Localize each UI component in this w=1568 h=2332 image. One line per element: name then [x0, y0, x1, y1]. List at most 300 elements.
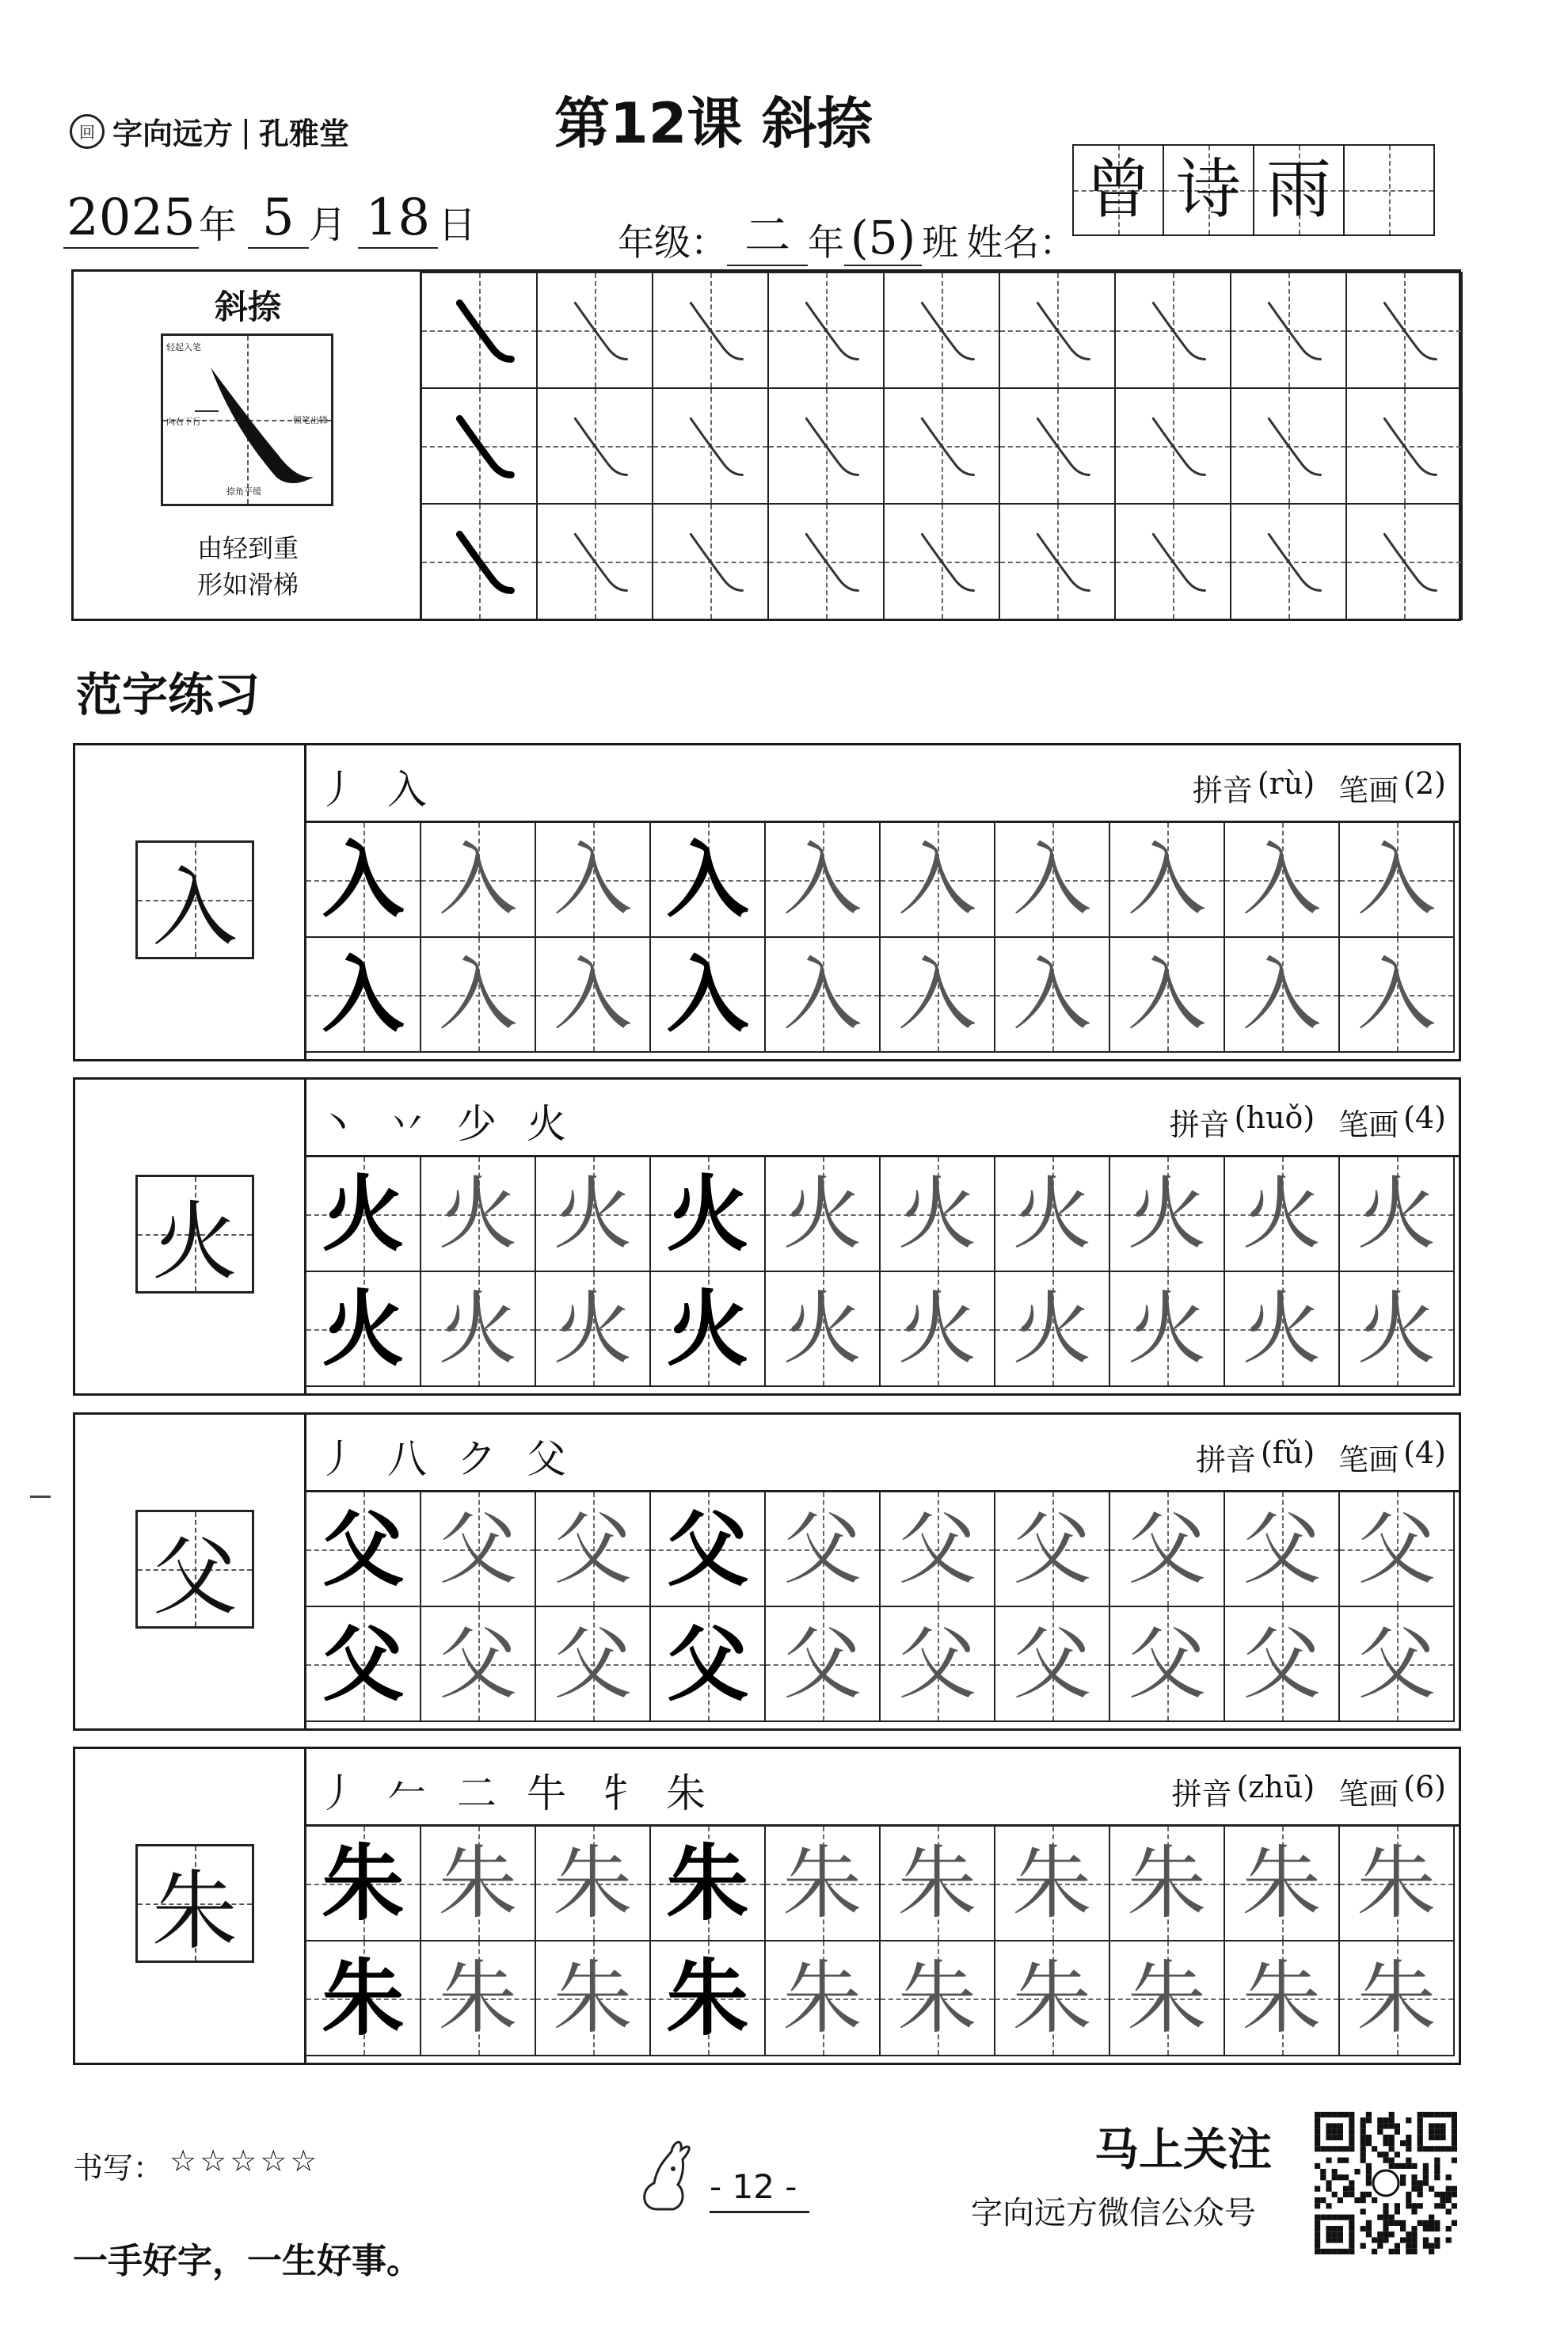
- name-char-2: 诗: [1175, 152, 1241, 227]
- na-stroke-glyph: [769, 389, 883, 503]
- model-char-box: [135, 1510, 254, 1629]
- practice-cell[interactable]: [879, 821, 995, 938]
- model-char: 朱: [151, 1861, 238, 1961]
- diagram-label-4: 捺角平缓: [226, 486, 261, 497]
- practice-cell[interactable]: [1224, 1491, 1340, 1607]
- ghost-char: 火: [782, 1282, 862, 1375]
- character-section: [73, 743, 1461, 1061]
- ghost-char: 入: [1357, 833, 1437, 926]
- stroke-practice-cell[interactable]: [652, 272, 769, 389]
- stroke-practice-cell[interactable]: [536, 503, 653, 620]
- practice-cell[interactable]: [764, 1606, 881, 1722]
- practice-cell[interactable]: [420, 1940, 536, 2056]
- date-month: 5: [248, 189, 309, 249]
- practice-cell[interactable]: [764, 821, 881, 938]
- ghost-char: 火: [1127, 1167, 1207, 1260]
- na-stroke-glyph: [653, 273, 767, 387]
- ghost-char: 朱: [553, 1836, 633, 1930]
- stroke-count-label: 笔画: [1338, 1442, 1399, 1477]
- stroke-info-panel: [74, 272, 422, 619]
- stroke-practice-cell[interactable]: [999, 387, 1116, 505]
- practice-cell[interactable]: [535, 1156, 651, 1272]
- practice-cell[interactable]: [535, 821, 651, 938]
- practice-cell[interactable]: [1224, 1940, 1340, 2056]
- ghost-char: 入: [1127, 947, 1207, 1041]
- ghost-char: 入: [1242, 947, 1322, 1041]
- practice-cell[interactable]: [879, 936, 995, 1053]
- traced-char: 入: [322, 945, 405, 1043]
- na-stroke-glyph: [1231, 389, 1345, 503]
- stroke-count-value: (2): [1403, 766, 1446, 801]
- ghost-char: 朱: [1357, 1951, 1437, 2044]
- na-stroke-glyph: [538, 505, 652, 619]
- stroke-section: [71, 269, 1461, 621]
- practice-cell[interactable]: [994, 1606, 1110, 1722]
- diagram-label-1: 轻起入笔: [166, 342, 201, 352]
- practice-cell[interactable]: [305, 821, 421, 938]
- practice-cell[interactable]: [305, 936, 421, 1053]
- pinyin-label: 拼音: [1192, 773, 1253, 808]
- brand-logo-icon: 回: [70, 114, 105, 149]
- traced-char: 火: [322, 1164, 405, 1263]
- stroke-step: 丿: [318, 1436, 371, 1482]
- practice-cell[interactable]: [1109, 936, 1225, 1053]
- ghost-char: 入: [553, 947, 633, 1041]
- brand-sub: 孔雅堂: [258, 116, 349, 151]
- ghost-char: 火: [1012, 1167, 1092, 1260]
- follow-label: 马上关注: [1094, 2124, 1272, 2176]
- practice-cell[interactable]: [649, 1491, 766, 1607]
- stroke-count-label: 笔画: [1338, 1777, 1399, 1812]
- practice-cell[interactable]: [1224, 1606, 1340, 1722]
- practice-cell[interactable]: [305, 1606, 421, 1722]
- na-stroke-glyph: [1231, 505, 1345, 619]
- ghost-char: 火: [897, 1282, 977, 1375]
- stroke-step: 牛: [527, 1770, 580, 1816]
- stroke-practice-cell[interactable]: [767, 272, 885, 389]
- stroke-practice-cell[interactable]: [421, 387, 538, 505]
- ghost-char: 入: [1357, 947, 1437, 1041]
- traced-char: 入: [666, 830, 749, 928]
- stroke-practice-cell[interactable]: [536, 387, 653, 505]
- practice-cell[interactable]: [420, 821, 536, 938]
- ghost-char: 火: [1127, 1282, 1207, 1375]
- ghost-char: 火: [1242, 1167, 1322, 1260]
- na-stroke-glyph: [769, 505, 883, 619]
- na-stroke-glyph: [1231, 273, 1345, 387]
- practice-cell[interactable]: [994, 1156, 1110, 1272]
- rating-stars[interactable]: ☆☆☆☆☆: [169, 2143, 321, 2178]
- date-month-char: 月: [308, 203, 347, 247]
- grade-label: 年级：: [618, 221, 727, 264]
- practice-cell[interactable]: [535, 1491, 651, 1607]
- stroke-step: 丶: [318, 1101, 371, 1147]
- practice-cell[interactable]: [535, 1606, 651, 1722]
- rabbit-icon: [626, 2134, 705, 2213]
- stroke-step: 火: [527, 1101, 580, 1147]
- practice-cell[interactable]: [764, 1491, 881, 1607]
- brand-divider: |: [241, 113, 251, 149]
- stroke-step: 𠂉: [387, 1770, 441, 1816]
- practice-cell[interactable]: [1338, 1156, 1455, 1272]
- practice-cell[interactable]: [649, 1606, 766, 1722]
- stroke-practice-cell[interactable]: [883, 387, 1000, 505]
- ghost-char: 入: [438, 833, 518, 926]
- ghost-char: 朱: [438, 1951, 518, 2044]
- page-number: - 12 -: [710, 2167, 809, 2213]
- na-stroke-glyph: [1347, 505, 1461, 619]
- practice-cell[interactable]: [879, 1940, 995, 2056]
- ghost-char: 入: [782, 833, 862, 926]
- stroke-practice-cell[interactable]: [536, 272, 653, 389]
- grade-year-char: 年: [808, 221, 845, 264]
- character-section: [73, 1077, 1461, 1396]
- name-char-1: 曾: [1085, 152, 1151, 227]
- stroke-step: 入: [387, 767, 441, 813]
- ghost-char: 父: [1242, 1617, 1322, 1710]
- practice-cell[interactable]: [649, 821, 766, 938]
- traced-char: 朱: [322, 1834, 405, 1932]
- practice-cell[interactable]: [1338, 1491, 1455, 1607]
- practice-cell[interactable]: [1224, 936, 1340, 1053]
- brand-name: 字向远方: [112, 116, 234, 151]
- practice-cell[interactable]: [420, 936, 536, 1053]
- ghost-char: 朱: [1242, 1836, 1322, 1930]
- practice-cell[interactable]: [649, 1940, 766, 2056]
- stroke-practice-cell[interactable]: [1345, 272, 1463, 389]
- class-label: 班: [922, 221, 959, 264]
- practice-cell[interactable]: [1109, 1606, 1225, 1722]
- na-stroke-glyph: [885, 389, 999, 503]
- practice-cell[interactable]: [535, 1825, 651, 1941]
- model-char-box: [135, 1844, 254, 1963]
- ghost-char: 朱: [1127, 1836, 1207, 1930]
- date-year-char: 年: [198, 203, 237, 247]
- char-info: [1170, 1100, 1446, 1144]
- stroke-count-label: 笔画: [1338, 773, 1399, 808]
- margin-mark: [30, 1496, 51, 1498]
- name-boxes[interactable]: [1074, 144, 1435, 236]
- ghost-char: 入: [1012, 947, 1092, 1041]
- practice-cell[interactable]: [994, 1491, 1110, 1607]
- character-section: [73, 1747, 1461, 2065]
- class-value[interactable]: (5): [844, 211, 922, 266]
- ghost-char: 入: [438, 947, 518, 1041]
- ghost-char: 父: [782, 1502, 862, 1595]
- practice-cell[interactable]: [1338, 936, 1455, 1053]
- practice-cell[interactable]: [1338, 1940, 1455, 2056]
- date-line: [63, 189, 476, 249]
- practice-cell[interactable]: [1109, 1940, 1225, 2056]
- practice-cell[interactable]: [1109, 1825, 1225, 1941]
- practice-cell[interactable]: [879, 1271, 995, 1387]
- name-char-3: 雨: [1265, 152, 1331, 227]
- ghost-char: 父: [897, 1502, 977, 1595]
- pinyin-value: (huǒ): [1234, 1100, 1315, 1135]
- account-label: 字向远方微信公众号: [971, 2195, 1256, 2231]
- na-stroke-glyph: [769, 273, 883, 387]
- traced-char: 朱: [666, 1834, 749, 1932]
- ghost-char: 朱: [553, 1951, 633, 2044]
- section-title: 范字练习: [76, 668, 261, 722]
- practice-cell[interactable]: [535, 936, 651, 1053]
- practice-cell[interactable]: [420, 1825, 536, 1941]
- model-char-box: [135, 840, 254, 959]
- stroke-practice-cell[interactable]: [883, 503, 1000, 620]
- practice-cell[interactable]: [879, 1156, 995, 1272]
- ghost-char: 火: [897, 1167, 977, 1260]
- stroke-practice-cell[interactable]: [767, 503, 885, 620]
- stroke-practice-cell[interactable]: [1345, 387, 1463, 505]
- pinyin-value: (rù): [1257, 766, 1315, 801]
- motto: 一手好字，一生好事。: [73, 2241, 421, 2281]
- practice-cell[interactable]: [1338, 1271, 1455, 1387]
- stroke-practice-cell[interactable]: [652, 503, 769, 620]
- character-section: [73, 1412, 1461, 1731]
- stroke-step: 丿: [318, 767, 371, 813]
- practice-cell[interactable]: [1224, 1156, 1340, 1272]
- ghost-char: 朱: [438, 1836, 518, 1930]
- grade-value[interactable]: 二: [727, 198, 808, 266]
- stroke-order-sequence: [318, 758, 457, 815]
- stroke-practice-cell[interactable]: [1114, 503, 1231, 620]
- ghost-char: 父: [897, 1617, 977, 1710]
- traced-char: 父: [322, 1614, 405, 1713]
- stroke-step: ク: [457, 1436, 511, 1482]
- practice-cell[interactable]: [420, 1606, 536, 1722]
- ghost-char: 朱: [1357, 1836, 1437, 1930]
- model-char: 火: [151, 1192, 238, 1292]
- ghost-char: 父: [1012, 1617, 1092, 1710]
- traced-char: 火: [666, 1279, 749, 1377]
- name-box-2[interactable]: [1163, 144, 1254, 236]
- ghost-char: 入: [897, 947, 977, 1041]
- stroke-order-header: [306, 1415, 1459, 1492]
- stroke-practice-cell[interactable]: [999, 272, 1116, 389]
- ghost-char: 火: [553, 1282, 633, 1375]
- pinyin-label: 拼音: [1195, 1442, 1256, 1477]
- na-stroke-glyph: [422, 505, 536, 619]
- ghost-char: 火: [782, 1167, 862, 1260]
- char-info: [1196, 1435, 1446, 1479]
- grade-line: [618, 198, 1075, 266]
- practice-cell[interactable]: [1224, 1271, 1340, 1387]
- practice-cell[interactable]: [1224, 1825, 1340, 1941]
- writing-label: 书写：: [73, 2151, 164, 2185]
- practice-cell[interactable]: [420, 1156, 536, 1272]
- stroke-note-2: 形如滑梯: [196, 570, 299, 600]
- traced-char: 火: [666, 1164, 749, 1263]
- ghost-char: 父: [438, 1502, 518, 1595]
- ghost-char: 火: [1357, 1167, 1437, 1260]
- practice-cell[interactable]: [1109, 1491, 1225, 1607]
- na-stroke-glyph: [422, 273, 536, 387]
- practice-cell[interactable]: [879, 1491, 995, 1607]
- practice-cell[interactable]: [764, 1156, 881, 1272]
- practice-cell[interactable]: [305, 1271, 421, 1387]
- model-char-panel: [75, 1749, 306, 2063]
- practice-cell[interactable]: [305, 1825, 421, 1941]
- name-box-1[interactable]: [1072, 144, 1164, 236]
- stroke-step: 朱: [666, 1770, 720, 1816]
- stroke-step: 父: [527, 1436, 580, 1482]
- practice-cell[interactable]: [649, 1156, 766, 1272]
- ghost-char: 父: [1127, 1502, 1207, 1595]
- practice-cell[interactable]: [535, 1940, 651, 2056]
- traced-char: 父: [322, 1499, 405, 1598]
- stroke-practice-cell[interactable]: [421, 272, 538, 389]
- stroke-count-value: (4): [1403, 1100, 1446, 1135]
- practice-cell[interactable]: [764, 1271, 881, 1387]
- stroke-step: 二: [457, 1770, 511, 1816]
- stroke-order-sequence: [318, 1762, 736, 1819]
- practice-cell[interactable]: [305, 1156, 421, 1272]
- na-stroke-glyph: [1116, 273, 1230, 387]
- model-char: 父: [151, 1527, 238, 1627]
- stroke-practice-cell[interactable]: [767, 387, 885, 505]
- practice-cell[interactable]: [535, 1271, 651, 1387]
- stroke-step: 八: [387, 1436, 441, 1482]
- brand-logo: [70, 109, 349, 153]
- ghost-char: 父: [1242, 1502, 1322, 1595]
- pinyin-label: 拼音: [1169, 1107, 1230, 1142]
- ghost-char: 父: [1127, 1617, 1207, 1710]
- ghost-char: 父: [1357, 1617, 1437, 1710]
- stroke-order-header: [306, 745, 1459, 823]
- practice-cell[interactable]: [649, 1825, 766, 1941]
- practice-cell[interactable]: [649, 936, 766, 1053]
- stroke-order-header: [306, 1749, 1459, 1827]
- stroke-practice-cell[interactable]: [1230, 272, 1347, 389]
- practice-cell[interactable]: [994, 1940, 1110, 2056]
- practice-cell[interactable]: [764, 936, 881, 1053]
- ghost-char: 火: [1012, 1282, 1092, 1375]
- practice-cell[interactable]: [1338, 821, 1455, 938]
- stroke-name: 斜捺: [214, 288, 281, 326]
- practice-cell[interactable]: [879, 1825, 995, 1941]
- stroke-step: 牜: [596, 1770, 650, 1816]
- stroke-practice-cell[interactable]: [1230, 503, 1347, 620]
- ghost-char: 父: [1012, 1502, 1092, 1595]
- ghost-char: 入: [782, 947, 862, 1041]
- pinyin-value: (fǔ): [1260, 1435, 1315, 1470]
- practice-cell[interactable]: [420, 1491, 536, 1607]
- ghost-char: 朱: [1012, 1951, 1092, 2044]
- date-year: 2025: [63, 189, 199, 249]
- stroke-practice-cell[interactable]: [883, 272, 1000, 389]
- stroke-practice-cell[interactable]: [652, 387, 769, 505]
- traced-char: 朱: [666, 1949, 749, 2047]
- practice-cell[interactable]: [994, 1271, 1110, 1387]
- date-day: 18: [358, 189, 438, 249]
- traced-char: 火: [322, 1279, 405, 1377]
- ghost-char: 入: [897, 833, 977, 926]
- ghost-char: 父: [553, 1617, 633, 1710]
- practice-cell[interactable]: [1109, 1156, 1225, 1272]
- ghost-char: 火: [1242, 1282, 1322, 1375]
- practice-cell[interactable]: [305, 1940, 421, 2056]
- stroke-order-sequence: [318, 1427, 596, 1484]
- ghost-char: 朱: [782, 1836, 862, 1930]
- na-stroke-glyph: [1000, 505, 1114, 619]
- stroke-count-value: (6): [1403, 1770, 1446, 1804]
- na-stroke-glyph: [1347, 389, 1461, 503]
- practice-cell[interactable]: [1338, 1606, 1455, 1722]
- na-stroke-glyph: [1116, 389, 1230, 503]
- na-stroke-glyph: [538, 389, 652, 503]
- name-box-4[interactable]: [1343, 144, 1435, 236]
- model-char-box: [135, 1175, 254, 1294]
- stroke-practice-cell[interactable]: [421, 503, 538, 620]
- practice-cell[interactable]: [764, 1940, 881, 2056]
- stroke-practice-cell[interactable]: [999, 503, 1116, 620]
- practice-cell[interactable]: [1109, 821, 1225, 938]
- practice-cell[interactable]: [1109, 1271, 1225, 1387]
- ghost-char: 父: [782, 1617, 862, 1710]
- practice-cell[interactable]: [994, 1825, 1110, 1941]
- diagram-label-3: 顿笔出锋: [293, 415, 328, 425]
- practice-cell[interactable]: [994, 936, 1110, 1053]
- practice-cell[interactable]: [994, 821, 1110, 938]
- practice-cell[interactable]: [305, 1491, 421, 1607]
- na-stroke-glyph: [885, 505, 999, 619]
- ghost-char: 朱: [1242, 1951, 1322, 2044]
- practice-cell[interactable]: [1224, 821, 1340, 938]
- practice-cell[interactable]: [879, 1606, 995, 1722]
- ghost-char: 朱: [897, 1836, 977, 1930]
- traced-char: 入: [666, 945, 749, 1043]
- traced-char: 朱: [322, 1949, 405, 2047]
- na-stroke-glyph: [1116, 505, 1230, 619]
- traced-char: 父: [666, 1499, 749, 1598]
- ghost-char: 父: [553, 1502, 633, 1595]
- stroke-count-value: (4): [1403, 1435, 1446, 1470]
- stroke-practice-cell[interactable]: [1114, 272, 1231, 389]
- stroke-step: 丷: [387, 1101, 441, 1147]
- ghost-char: 火: [553, 1167, 633, 1260]
- stroke-order-sequence: [318, 1092, 596, 1149]
- practice-cell[interactable]: [1338, 1825, 1455, 1941]
- na-stroke-glyph: [885, 273, 999, 387]
- model-char-panel: [75, 1415, 306, 1728]
- name-box-3[interactable]: [1253, 144, 1345, 236]
- ghost-char: 入: [1127, 833, 1207, 926]
- practice-cell[interactable]: [764, 1825, 881, 1941]
- writing-rating: [73, 2143, 320, 2187]
- ghost-char: 火: [438, 1167, 518, 1260]
- na-stroke-glyph: [1347, 273, 1461, 387]
- ghost-char: 火: [1357, 1282, 1437, 1375]
- stroke-practice-cell[interactable]: [1114, 387, 1231, 505]
- ghost-char: 朱: [1127, 1951, 1207, 2044]
- ghost-char: 父: [438, 1617, 518, 1710]
- ghost-char: 入: [553, 833, 633, 926]
- ghost-char: 火: [438, 1282, 518, 1375]
- stroke-practice-cell[interactable]: [1230, 387, 1347, 505]
- ghost-char: 朱: [897, 1951, 977, 2044]
- practice-cell[interactable]: [649, 1271, 766, 1387]
- char-info: [1172, 1770, 1446, 1813]
- qr-code[interactable]: [1315, 2112, 1457, 2254]
- model-char-panel: [75, 745, 306, 1059]
- date-day-char: 日: [438, 203, 477, 247]
- practice-cell[interactable]: [420, 1271, 536, 1387]
- qr-code-icon: [1315, 2112, 1457, 2254]
- stroke-practice-cell[interactable]: [1345, 503, 1463, 620]
- ghost-char: 朱: [1012, 1836, 1092, 1930]
- stroke-order-header: [306, 1080, 1459, 1157]
- model-char-panel: [75, 1080, 306, 1393]
